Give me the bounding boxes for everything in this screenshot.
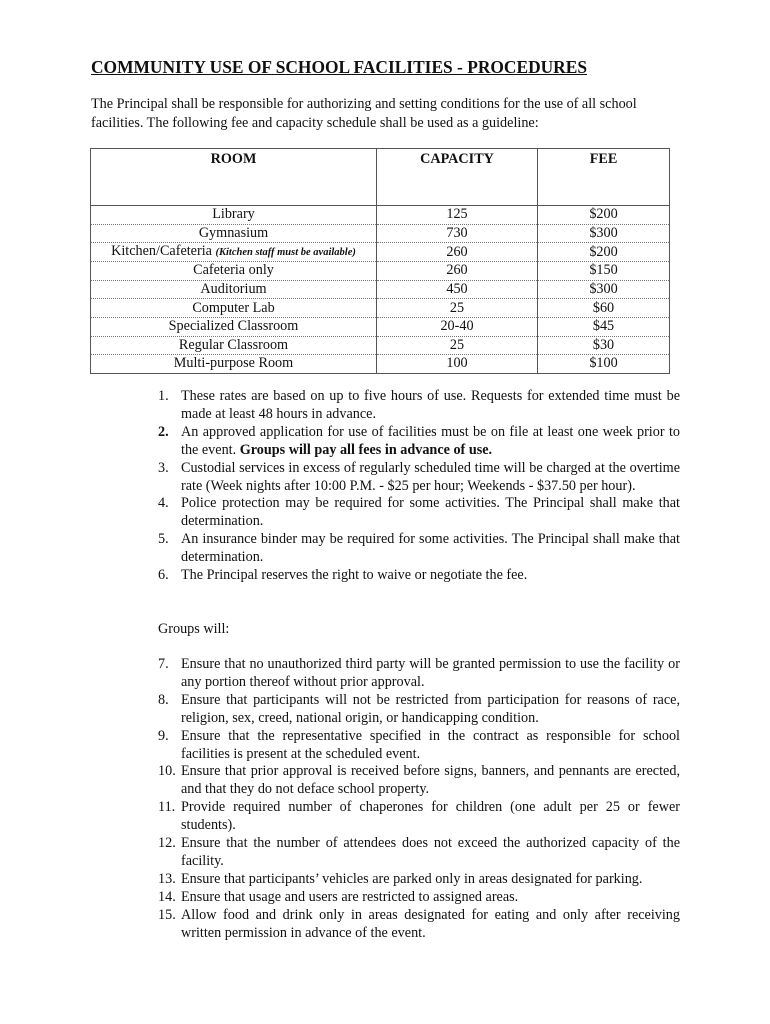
- list-item: [158, 692, 680, 728]
- list-number: 12.: [158, 835, 176, 852]
- fee-cell: $100: [538, 355, 670, 374]
- list-text-bold: Groups will pay all fees in advance of use.: [239, 441, 493, 458]
- header-capacity: CAPACITY: [377, 149, 538, 206]
- list-item: [158, 388, 680, 424]
- capacity-cell: 730: [377, 224, 538, 243]
- room-cell: Auditorium: [91, 280, 377, 299]
- intro-paragraph: The Principal shall be responsible for authorizing and setting conditions for the use of all school facilities. The following fee and capacity schedule shall be used as a guideline:: [91, 96, 637, 131]
- room-cell: Kitchen/Cafeteria (Kitchen staff must be available): [91, 243, 377, 262]
- fee-cell: $30: [538, 336, 670, 355]
- list-item: [158, 835, 680, 871]
- list-item: [158, 495, 680, 531]
- table-row: [91, 280, 670, 299]
- table-row: [91, 317, 670, 336]
- room-cell: Regular Classroom: [91, 336, 377, 355]
- list-number: 10.: [158, 763, 176, 780]
- capacity-cell: 25: [377, 299, 538, 318]
- room-cell: Computer Lab: [91, 299, 377, 318]
- list-text: Allow food and drink only in areas designated for eating and only after receiving written permission in advance of the event.: [181, 906, 680, 941]
- list-number: 14.: [158, 888, 176, 905]
- list-text: The Principal reserves the right to waive or negotiate the fee.: [181, 567, 528, 584]
- list-number: 11.: [158, 799, 176, 816]
- table-row: [91, 355, 670, 374]
- fee-cell: $300: [538, 280, 670, 299]
- list-text: Ensure that the representative specified in the contract as responsible for school facilities is present at the scheduled event.: [181, 727, 680, 762]
- list-text: Custodial services in excess of regularly scheduled time will be charged at the overtime rate (Week nights after 10:00 P.M. - $25 per hour; Weekends - $37.50 per hour).: [181, 459, 680, 494]
- groups-heading: Groups will:: [158, 621, 230, 637]
- list-item: [158, 567, 680, 585]
- list-number: 4.: [158, 495, 169, 512]
- list-text: Provide required number of chaperones for children (one adult per 25 or fewer students).: [181, 799, 680, 834]
- room-cell: Specialized Classroom: [91, 317, 377, 336]
- table-row: [91, 299, 670, 318]
- table-row: [91, 224, 670, 243]
- list-item: [158, 656, 680, 692]
- list-number: 15.: [158, 906, 176, 923]
- list-text: Ensure that usage and users are restricted to assigned areas.: [181, 888, 519, 905]
- document-title: COMMUNITY USE OF SCHOOL FACILITIES - PROCEDURES: [91, 57, 588, 77]
- list-text: An insurance binder may be required for some activities. The Principal shall make that determination.: [181, 531, 680, 566]
- capacity-cell: 125: [377, 206, 538, 225]
- list-text: Ensure that prior approval is received before signs, banners, and pennants are erected, and that they do not deface school property.: [181, 763, 680, 798]
- capacity-cell: 450: [377, 280, 538, 299]
- list-item: [158, 799, 680, 835]
- list-number: 6.: [158, 567, 169, 584]
- fee-cell: $300: [538, 224, 670, 243]
- fee-cell: $200: [538, 243, 670, 262]
- header-fee: FEE: [538, 149, 670, 206]
- list-number: 2.: [158, 423, 169, 440]
- list-text: These rates are based on up to five hours of use. Requests for extended time must be made at least 48 hours in advance.: [181, 388, 680, 422]
- list-item: [158, 889, 680, 907]
- list-text: Ensure that participants’ vehicles are parked only in areas designated for parking.: [181, 870, 643, 887]
- capacity-cell: 20-40: [377, 317, 538, 336]
- list-text: Ensure that no unauthorized third party will be granted permission to use the facility or any portion thereof without prior approval.: [181, 656, 680, 690]
- table-row: [91, 336, 670, 355]
- list-item: [158, 907, 680, 943]
- list-number: 13.: [158, 870, 176, 887]
- header-room: ROOM: [91, 149, 377, 206]
- list-text: An approved application for use of facilities must be on file at least one week prior to the event.: [181, 423, 680, 458]
- list-item: [158, 763, 680, 799]
- list-item: [158, 531, 680, 567]
- fee-cell: $45: [538, 317, 670, 336]
- table-row: [91, 262, 670, 281]
- group-rules-list: [158, 656, 680, 943]
- list-number: 5.: [158, 531, 169, 548]
- capacity-cell: 260: [377, 262, 538, 281]
- list-text: Ensure that the number of attendees does not exceed the authorized capacity of the facility.: [181, 835, 680, 869]
- table-row: [91, 243, 670, 262]
- fee-schedule-table: [90, 148, 670, 374]
- fee-cell: $60: [538, 299, 670, 318]
- list-item: [158, 728, 680, 764]
- list-item: [158, 460, 680, 496]
- list-item: [158, 871, 680, 889]
- list-number: 1.: [158, 388, 169, 404]
- list-text: Ensure that participants will not be restricted from participation for reasons of race, religion, sex, creed, national origin, or handicapping condition.: [181, 691, 680, 726]
- room-note: (Kitchen staff must be available): [215, 247, 356, 259]
- list-number: 7.: [158, 656, 169, 672]
- fee-cell: $150: [538, 262, 670, 281]
- room-cell: Multi-purpose Room: [91, 355, 377, 374]
- room-cell: Cafeteria only: [91, 262, 377, 281]
- list-item: [158, 424, 680, 460]
- table-header-row: [91, 149, 670, 206]
- capacity-cell: 260: [377, 243, 538, 262]
- list-text: Police protection may be required for some activities. The Principal shall make that determination.: [181, 495, 680, 530]
- list-number: 3.: [158, 459, 169, 476]
- capacity-cell: 100: [377, 355, 538, 374]
- list-number: 8.: [158, 691, 169, 708]
- rules-list: [158, 388, 680, 585]
- table-row: [91, 206, 670, 225]
- room-cell: Library: [91, 206, 377, 225]
- room-cell: Gymnasium: [91, 224, 377, 243]
- fee-cell: $200: [538, 206, 670, 225]
- list-number: 9.: [158, 727, 169, 744]
- capacity-cell: 25: [377, 336, 538, 355]
